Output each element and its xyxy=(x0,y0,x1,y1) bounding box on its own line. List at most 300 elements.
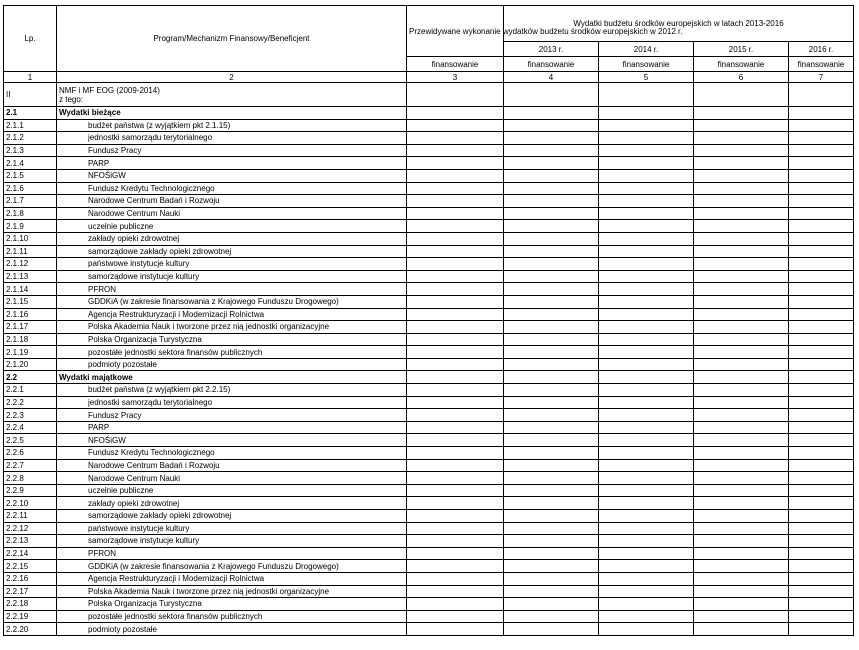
value-cell xyxy=(504,358,599,371)
value-cell xyxy=(694,447,789,460)
value-cell xyxy=(694,585,789,598)
row-name: NMF i MF EOG (2009-2014) xyxy=(59,85,160,95)
value-cell xyxy=(694,510,789,523)
value-cell xyxy=(599,169,694,182)
value-cell xyxy=(789,195,854,208)
table-row xyxy=(4,83,854,107)
value-cell xyxy=(789,220,854,233)
row-name: Fundusz Pracy xyxy=(57,144,407,157)
value-cell xyxy=(599,522,694,535)
value-cell xyxy=(694,132,789,145)
table-row xyxy=(4,195,854,208)
value-cell xyxy=(599,195,694,208)
value-cell xyxy=(407,484,504,497)
row-lp: 2.2.1 xyxy=(4,384,57,397)
row-name: zakłady opieki zdrowotnej xyxy=(57,497,407,510)
value-cell xyxy=(599,83,694,107)
value-cell xyxy=(504,459,599,472)
table-row xyxy=(4,547,854,560)
value-cell xyxy=(694,333,789,346)
value-cell xyxy=(789,83,854,107)
table-row xyxy=(4,560,854,573)
value-cell xyxy=(407,258,504,271)
value-cell xyxy=(599,396,694,409)
table-body xyxy=(4,72,854,636)
row-name: budżet państwa (z wyjątkiem pkt 2.2.15) xyxy=(57,384,407,397)
value-cell xyxy=(407,295,504,308)
value-cell xyxy=(694,497,789,510)
value-cell xyxy=(694,623,789,636)
row-name: GDDKiA (w zakresie finansowania z Krajowego Funduszu Drogowego) xyxy=(57,295,407,308)
row-lp: 2.1.4 xyxy=(4,157,57,170)
row-lp: 2.1.1 xyxy=(4,119,57,132)
value-cell xyxy=(504,484,599,497)
column-number: 4 xyxy=(504,72,599,83)
value-cell xyxy=(504,447,599,460)
row-name: zakłady opieki zdrowotnej xyxy=(57,232,407,245)
value-cell xyxy=(407,560,504,573)
row-name: Narodowe Centrum Nauki xyxy=(57,472,407,485)
value-cell xyxy=(694,421,789,434)
value-cell xyxy=(694,270,789,283)
value-cell xyxy=(789,434,854,447)
value-cell xyxy=(694,207,789,220)
row-lp: 2.2.2 xyxy=(4,396,57,409)
value-cell xyxy=(504,157,599,170)
value-cell xyxy=(407,585,504,598)
row-lp: 2.2.15 xyxy=(4,560,57,573)
value-cell xyxy=(599,421,694,434)
value-cell xyxy=(504,232,599,245)
value-cell xyxy=(789,598,854,611)
value-cell xyxy=(694,220,789,233)
value-cell xyxy=(789,270,854,283)
value-cell xyxy=(407,547,504,560)
value-cell xyxy=(694,598,789,611)
row-name: Polska Organizacja Turystyczna xyxy=(57,598,407,611)
value-cell xyxy=(504,371,599,384)
value-cell xyxy=(599,207,694,220)
row-lp: 2.2.18 xyxy=(4,598,57,611)
value-cell xyxy=(407,598,504,611)
value-cell xyxy=(504,522,599,535)
value-cell xyxy=(504,195,599,208)
row-name: samorządowe instytucje kultury xyxy=(57,270,407,283)
row-lp: 2.1.5 xyxy=(4,169,57,182)
row-name-sub: z tego: xyxy=(59,94,84,104)
value-cell xyxy=(599,547,694,560)
row-name: Narodowe Centrum Badań i Rozwoju xyxy=(57,459,407,472)
value-cell xyxy=(694,535,789,548)
value-cell xyxy=(599,119,694,132)
row-name: państwowe instytucje kultury xyxy=(57,258,407,271)
value-cell xyxy=(504,83,599,107)
value-cell xyxy=(694,547,789,560)
row-lp: 2.1.18 xyxy=(4,333,57,346)
value-cell xyxy=(789,333,854,346)
header-financing-2016: finansowanie xyxy=(789,57,854,72)
value-cell xyxy=(789,207,854,220)
table-row xyxy=(4,585,854,598)
row-name: NFOŚiGW xyxy=(57,169,407,182)
column-number: 1 xyxy=(4,72,57,83)
value-cell xyxy=(504,434,599,447)
value-cell xyxy=(504,346,599,359)
column-number: 3 xyxy=(407,72,504,83)
row-lp: 2.1.17 xyxy=(4,321,57,334)
value-cell xyxy=(504,182,599,195)
value-cell xyxy=(407,270,504,283)
value-cell xyxy=(407,207,504,220)
row-name: pozostałe jednostki sektora finansów publicznych xyxy=(57,610,407,623)
value-cell xyxy=(789,384,854,397)
value-cell xyxy=(407,472,504,485)
table-row xyxy=(4,144,854,157)
table-row xyxy=(4,472,854,485)
value-cell xyxy=(504,610,599,623)
value-cell xyxy=(599,535,694,548)
header-year-2013: 2013 r. xyxy=(504,42,599,57)
value-cell xyxy=(599,459,694,472)
table-row xyxy=(4,459,854,472)
value-cell xyxy=(504,144,599,157)
row-lp: 2.2.17 xyxy=(4,585,57,598)
value-cell xyxy=(504,295,599,308)
value-cell xyxy=(694,144,789,157)
header-financing-2015: finansowanie xyxy=(694,57,789,72)
table-row xyxy=(4,295,854,308)
header-financing-2013: finansowanie xyxy=(504,57,599,72)
row-name: podmioty pozostałe xyxy=(57,358,407,371)
value-cell xyxy=(599,371,694,384)
value-cell xyxy=(407,459,504,472)
row-lp: 2.2.9 xyxy=(4,484,57,497)
row-lp: 2.2.8 xyxy=(4,472,57,485)
section-row xyxy=(4,107,854,120)
value-cell xyxy=(504,472,599,485)
value-cell xyxy=(694,434,789,447)
value-cell xyxy=(599,572,694,585)
value-cell xyxy=(694,484,789,497)
row-name: PFRON xyxy=(57,547,407,560)
value-cell xyxy=(504,535,599,548)
column-number: 2 xyxy=(57,72,407,83)
value-cell xyxy=(504,497,599,510)
table-row xyxy=(4,409,854,422)
row-lp: II xyxy=(4,83,57,107)
value-cell xyxy=(504,270,599,283)
value-cell xyxy=(504,585,599,598)
value-cell xyxy=(694,83,789,107)
row-lp: 2.2.7 xyxy=(4,459,57,472)
table-row xyxy=(4,610,854,623)
table-row xyxy=(4,535,854,548)
value-cell xyxy=(694,610,789,623)
value-cell xyxy=(599,283,694,296)
value-cell xyxy=(789,245,854,258)
table-row xyxy=(4,396,854,409)
value-cell xyxy=(694,472,789,485)
value-cell xyxy=(407,409,504,422)
value-cell xyxy=(789,119,854,132)
value-cell xyxy=(407,371,504,384)
table-row xyxy=(4,245,854,258)
row-lp: 2.2.12 xyxy=(4,522,57,535)
column-number-row xyxy=(4,72,854,83)
value-cell xyxy=(789,547,854,560)
value-cell xyxy=(407,195,504,208)
table-row xyxy=(4,283,854,296)
value-cell xyxy=(789,346,854,359)
table-row xyxy=(4,358,854,371)
value-cell xyxy=(599,295,694,308)
value-cell xyxy=(599,321,694,334)
value-cell xyxy=(599,270,694,283)
value-cell xyxy=(407,132,504,145)
table-row xyxy=(4,270,854,283)
table-row xyxy=(4,321,854,334)
value-cell xyxy=(694,283,789,296)
value-cell xyxy=(504,207,599,220)
value-cell xyxy=(504,396,599,409)
table-row xyxy=(4,308,854,321)
value-cell xyxy=(694,459,789,472)
value-cell xyxy=(599,434,694,447)
value-cell xyxy=(789,232,854,245)
value-cell xyxy=(407,232,504,245)
row-lp: 2.2.13 xyxy=(4,535,57,548)
table-row xyxy=(4,232,854,245)
row-lp: 2.1.19 xyxy=(4,346,57,359)
row-name: jednostki samorządu terytorialnego xyxy=(57,132,407,145)
value-cell xyxy=(504,132,599,145)
table-row xyxy=(4,346,854,359)
value-cell xyxy=(599,144,694,157)
table-row xyxy=(4,157,854,170)
row-name: samorządowe zakłady opieki zdrowotnej xyxy=(57,510,407,523)
value-cell xyxy=(789,472,854,485)
row-name: Fundusz Kredytu Technologicznego xyxy=(57,447,407,460)
value-cell xyxy=(789,447,854,460)
value-cell xyxy=(599,447,694,460)
header-financing-2012: finansowanie xyxy=(407,57,504,72)
value-cell xyxy=(789,157,854,170)
value-cell xyxy=(599,560,694,573)
budget-table xyxy=(3,5,854,636)
table-row xyxy=(4,484,854,497)
value-cell xyxy=(407,396,504,409)
row-lp: 2.1.7 xyxy=(4,195,57,208)
value-cell xyxy=(504,623,599,636)
value-cell xyxy=(789,560,854,573)
value-cell xyxy=(407,245,504,258)
row-lp: 2.2.10 xyxy=(4,497,57,510)
row-name: Narodowe Centrum Badań i Rozwoju xyxy=(57,195,407,208)
value-cell xyxy=(407,169,504,182)
table-row xyxy=(4,510,854,523)
row-lp: 2.1.15 xyxy=(4,295,57,308)
value-cell xyxy=(789,610,854,623)
value-cell xyxy=(694,295,789,308)
value-cell xyxy=(599,598,694,611)
table-header xyxy=(4,6,854,72)
value-cell xyxy=(407,572,504,585)
value-cell xyxy=(599,258,694,271)
row-name: Wydatki bieżące xyxy=(57,107,407,120)
value-cell xyxy=(694,107,789,120)
value-cell xyxy=(407,384,504,397)
row-name: pozostałe jednostki sektora finansów publicznych xyxy=(57,346,407,359)
row-name: PARP xyxy=(57,421,407,434)
value-cell xyxy=(789,459,854,472)
value-cell xyxy=(789,258,854,271)
value-cell xyxy=(789,510,854,523)
row-lp: 2.1.14 xyxy=(4,283,57,296)
table-row xyxy=(4,258,854,271)
value-cell xyxy=(599,585,694,598)
value-cell xyxy=(599,623,694,636)
value-cell xyxy=(504,598,599,611)
row-lp: 2.1 xyxy=(4,107,57,120)
row-lp: 2.2.16 xyxy=(4,572,57,585)
row-lp: 2.1.9 xyxy=(4,220,57,233)
row-lp: 2.1.12 xyxy=(4,258,57,271)
table-row xyxy=(4,182,854,195)
value-cell xyxy=(789,182,854,195)
header-year-2015: 2015 r. xyxy=(694,42,789,57)
row-lp: 2.2.4 xyxy=(4,421,57,434)
value-cell xyxy=(789,144,854,157)
header-financing-2014: finansowanie xyxy=(599,57,694,72)
row-name: budżet państwa (z wyjątkiem pkt 2.1.15) xyxy=(57,119,407,132)
value-cell xyxy=(599,610,694,623)
value-cell xyxy=(599,346,694,359)
value-cell xyxy=(789,623,854,636)
value-cell xyxy=(694,560,789,573)
value-cell xyxy=(694,346,789,359)
value-cell xyxy=(599,107,694,120)
value-cell xyxy=(407,610,504,623)
value-cell xyxy=(407,434,504,447)
value-cell xyxy=(599,472,694,485)
value-cell xyxy=(504,169,599,182)
column-number: 7 xyxy=(789,72,854,83)
value-cell xyxy=(789,132,854,145)
value-cell xyxy=(789,484,854,497)
value-cell xyxy=(694,371,789,384)
value-cell xyxy=(504,119,599,132)
value-cell xyxy=(694,358,789,371)
value-cell xyxy=(694,321,789,334)
row-name: Narodowe Centrum Nauki xyxy=(57,207,407,220)
value-cell xyxy=(504,384,599,397)
table-row xyxy=(4,132,854,145)
value-cell xyxy=(789,308,854,321)
value-cell xyxy=(407,157,504,170)
value-cell xyxy=(599,220,694,233)
row-name: Polska Organizacja Turystyczna xyxy=(57,333,407,346)
value-cell xyxy=(789,107,854,120)
value-cell xyxy=(504,258,599,271)
value-cell xyxy=(504,572,599,585)
value-cell xyxy=(599,157,694,170)
value-cell xyxy=(789,283,854,296)
row-name: podmioty pozostałe xyxy=(57,623,407,636)
value-cell xyxy=(694,182,789,195)
table-row xyxy=(4,421,854,434)
row-lp: 2.1.16 xyxy=(4,308,57,321)
value-cell xyxy=(789,585,854,598)
row-name: Polska Akademia Nauk i tworzone przez nią jednostki organizacyjne xyxy=(57,321,407,334)
table-row xyxy=(4,220,854,233)
table-row xyxy=(4,598,854,611)
row-lp: 2.2.19 xyxy=(4,610,57,623)
header-year-2014: 2014 r. xyxy=(599,42,694,57)
value-cell xyxy=(407,421,504,434)
row-name: uczelnie publiczne xyxy=(57,220,407,233)
value-cell xyxy=(599,510,694,523)
value-cell xyxy=(694,522,789,535)
row-name-cell xyxy=(57,83,407,107)
value-cell xyxy=(694,396,789,409)
value-cell xyxy=(407,497,504,510)
value-cell xyxy=(599,232,694,245)
value-cell xyxy=(694,384,789,397)
row-lp: 2.2.20 xyxy=(4,623,57,636)
value-cell xyxy=(504,283,599,296)
value-cell xyxy=(407,535,504,548)
row-lp: 2.1.10 xyxy=(4,232,57,245)
table-row xyxy=(4,434,854,447)
table-row xyxy=(4,384,854,397)
value-cell xyxy=(407,308,504,321)
value-cell xyxy=(694,409,789,422)
value-cell xyxy=(599,409,694,422)
value-cell xyxy=(504,333,599,346)
row-name: Polska Akademia Nauk i tworzone przez nią jednostki organizacyjne xyxy=(57,585,407,598)
value-cell xyxy=(789,522,854,535)
table-row xyxy=(4,333,854,346)
value-cell xyxy=(694,245,789,258)
value-cell xyxy=(789,371,854,384)
value-cell xyxy=(789,572,854,585)
value-cell xyxy=(407,321,504,334)
row-lp: 2.1.3 xyxy=(4,144,57,157)
header-year-2016: 2016 r. xyxy=(789,42,854,57)
value-cell xyxy=(789,396,854,409)
value-cell xyxy=(789,295,854,308)
value-cell xyxy=(407,83,504,107)
value-cell xyxy=(407,144,504,157)
section-row xyxy=(4,371,854,384)
value-cell xyxy=(599,333,694,346)
column-number: 6 xyxy=(694,72,789,83)
value-cell xyxy=(789,169,854,182)
value-cell xyxy=(599,384,694,397)
table-row xyxy=(4,497,854,510)
value-cell xyxy=(407,358,504,371)
row-lp: 2.2.5 xyxy=(4,434,57,447)
value-cell xyxy=(694,258,789,271)
row-name: Agencja Restrukturyzacji i Modernizacji Rolnictwa xyxy=(57,308,407,321)
row-name: uczelnie publiczne xyxy=(57,484,407,497)
value-cell xyxy=(407,623,504,636)
row-name: jednostki samorządu terytorialnego xyxy=(57,396,407,409)
table-row xyxy=(4,119,854,132)
table-row xyxy=(4,207,854,220)
value-cell xyxy=(694,157,789,170)
row-lp: 2.1.20 xyxy=(4,358,57,371)
